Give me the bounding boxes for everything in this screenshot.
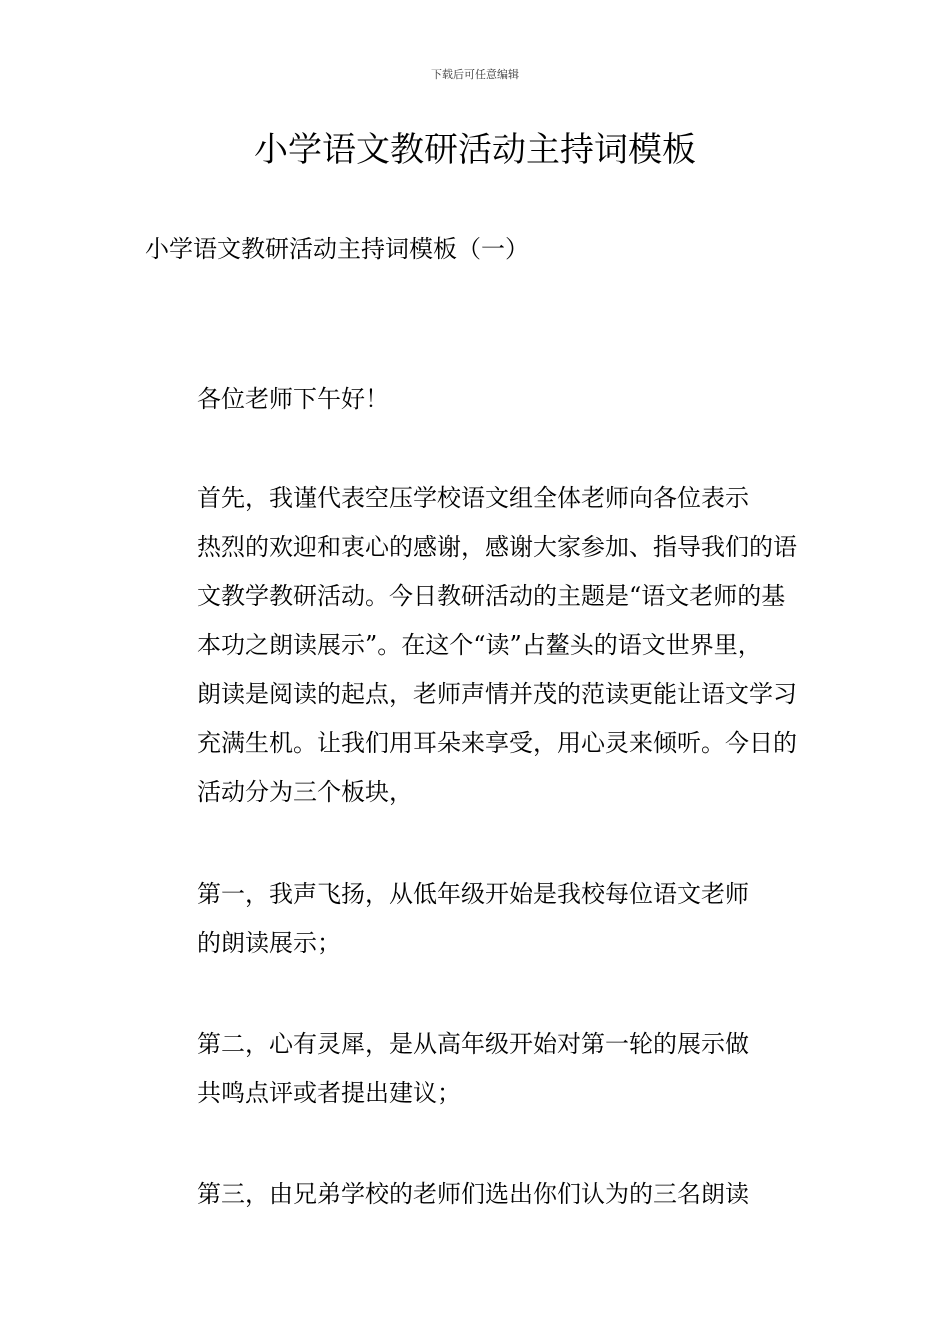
paragraph-part-one — [145, 870, 805, 968]
paragraph-line: 活动分为三个板块， — [197, 778, 413, 806]
paragraph-line: 第三，由兄弟学校的老师们选出你们认为的三名朗读 — [197, 1180, 749, 1208]
paragraph-part-three — [145, 1170, 805, 1219]
paragraph-line: 热烈的欢迎和衷心的感谢，感谢大家参加、指导我们的语 — [197, 533, 797, 561]
paragraph-line: 第二，心有灵犀，是从高年级开始对第一轮的展示做 — [197, 1030, 749, 1058]
paragraph-line: 充满生机。让我们用耳朵来享受，用心灵来倾听。今日的 — [197, 729, 797, 757]
paragraph-line: 首先，我谨代表空压学校语文组全体老师向各位表示 — [197, 484, 749, 512]
header-note: 下载后可任意编辑 — [431, 68, 519, 81]
paragraph-line: 本功之朗读展示”。在这个“读”占鳌头的语文世界里， — [197, 631, 762, 659]
paragraph-line: 朗读是阅读的起点，老师声情并茂的范读更能让语文学习 — [197, 680, 797, 708]
paragraph-line: 的朗读展示； — [197, 929, 341, 957]
paragraph-line: 共鸣点评或者提出建议； — [197, 1079, 461, 1107]
paragraph-greeting — [145, 375, 805, 424]
paragraph-introduction — [145, 474, 805, 817]
document-title: 小学语文教研活动主持词模板 — [254, 130, 696, 170]
paragraph-part-two — [145, 1020, 805, 1118]
paragraph-line: 各位老师下午好！ — [197, 385, 389, 413]
paragraph-line: 文教学教研活动。今日教研活动的主题是“语文老师的基 — [197, 582, 786, 610]
section-subtitle: 小学语文教研活动主持词模板（一） — [145, 235, 529, 263]
paragraph-line: 第一，我声飞扬，从低年级开始是我校每位语文老师 — [197, 880, 749, 908]
